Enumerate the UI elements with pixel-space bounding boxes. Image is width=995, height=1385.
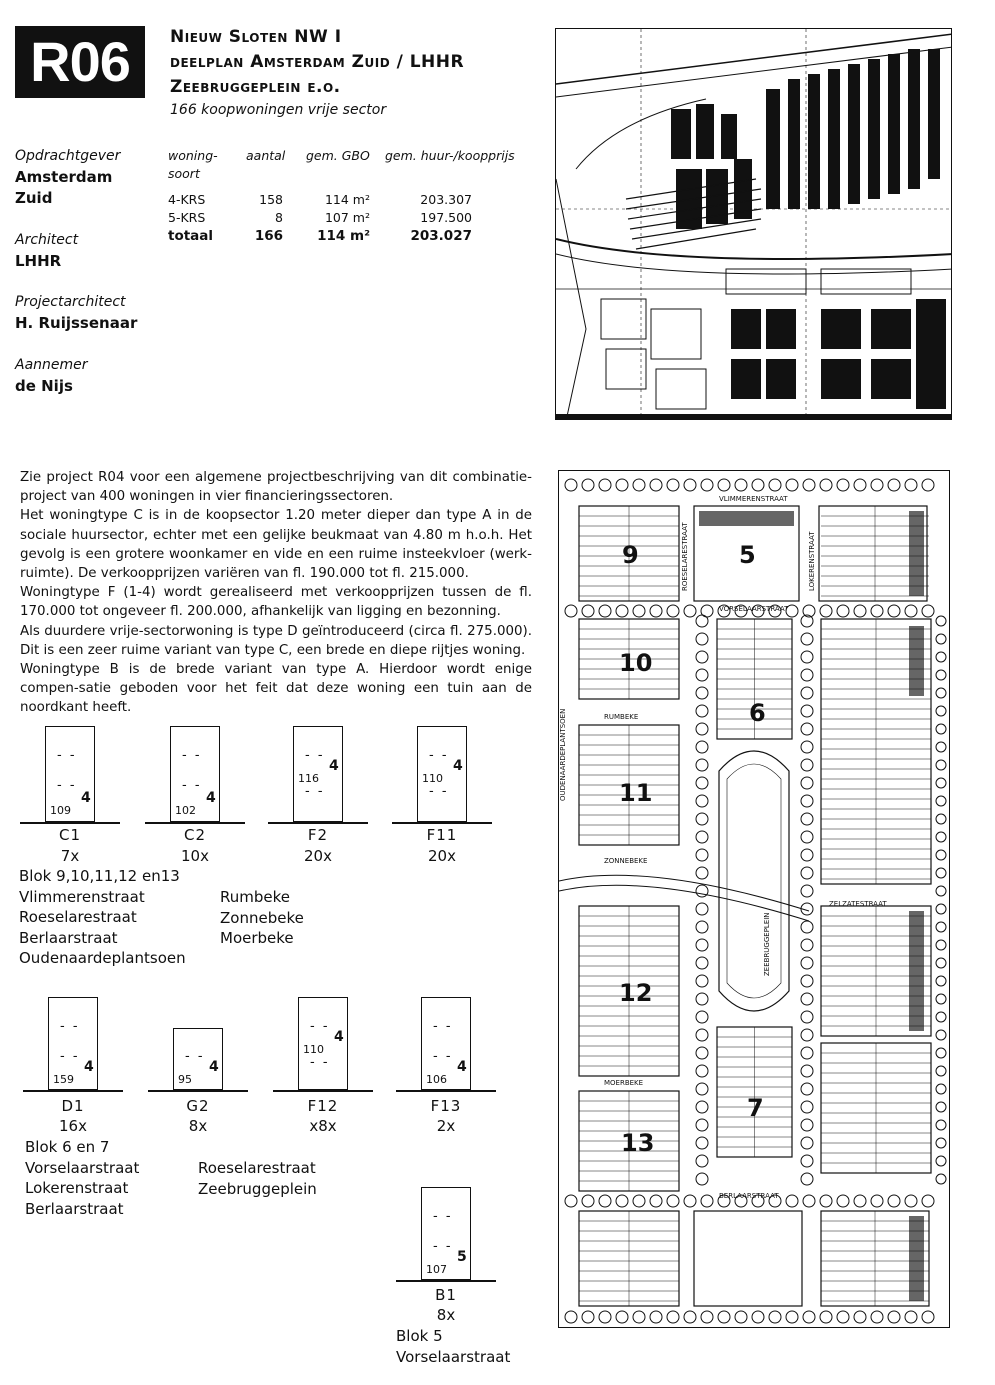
description-paragraph: Woningtype F (1-4) wordt gerealiseerd met verkoopprijzen tussen de fl. 170.000 tot ongeveer fl. 200.000, afhankelijk van ligging en bezonning. bbox=[20, 585, 532, 620]
table-cell-type: 4-KRS bbox=[168, 192, 206, 207]
credit-value-client-1: Amsterdam bbox=[15, 168, 113, 186]
table-cell-count-total: 166 bbox=[254, 228, 283, 244]
street-label: ZONNEBEKE bbox=[604, 857, 648, 865]
unit-name: F12 bbox=[307, 1097, 339, 1115]
unit-area: 102 bbox=[175, 804, 196, 817]
block-number: 11 bbox=[619, 779, 653, 807]
block-number: 7 bbox=[747, 1094, 764, 1122]
project-code: R06 bbox=[30, 30, 130, 93]
list-item: Vlimmerenstraat bbox=[19, 887, 145, 906]
unit-area: 110 bbox=[303, 1043, 324, 1056]
block-number: 13 bbox=[621, 1129, 655, 1157]
street-label: BERLAARSTRAAT bbox=[719, 1192, 779, 1200]
block-number: 12 bbox=[619, 979, 653, 1007]
credit-label-architect: Architect bbox=[15, 232, 79, 248]
block-list-1 bbox=[19, 866, 186, 969]
table-cell-price: 197.500 bbox=[420, 210, 472, 225]
unit-name: F2 bbox=[307, 826, 329, 844]
list-item: Blok 9,10,11,12 en13 bbox=[19, 867, 180, 885]
street-list-2 bbox=[198, 1158, 317, 1199]
list-item: Rumbeke bbox=[220, 888, 290, 906]
credit-value-architect: LHHR bbox=[15, 252, 62, 270]
street-label: VLIMMERENSTRAAT bbox=[719, 495, 788, 503]
unit-rooms: 4 bbox=[329, 758, 339, 774]
table-cell-count: 8 bbox=[275, 210, 283, 225]
unit-count: 7x bbox=[60, 847, 80, 865]
credit-value-client-2: Zuid bbox=[15, 189, 53, 207]
unit-diagram-f13: - - - - 4 106 F13 2x bbox=[396, 997, 496, 1137]
unit-rooms: 4 bbox=[81, 790, 91, 806]
street-label: OUDENAARDEPLANTSOEN bbox=[559, 708, 567, 801]
list-item: Roeselarestraat bbox=[19, 908, 137, 926]
street-label: MOERBEKE bbox=[604, 1079, 644, 1087]
unit-diagram-g2: - - 4 95 G2 8x bbox=[148, 997, 248, 1137]
street-label: VORSELAARSTRAAT bbox=[719, 605, 789, 613]
block-number: 5 bbox=[739, 541, 756, 569]
credit-value-project-architect: H. Ruijssenaar bbox=[15, 314, 138, 332]
list-item: Vorselaarstraat bbox=[25, 1158, 140, 1177]
description-paragraph: Het woningtype C is in de koopsector 1.20 meter dieper dan type A in de sociale huursector, echter met een gelijke beukmaat van 4.80 m h.o.h. Het gevolg is een grotere woonkamer en vide en een ruime insteekvloer (werk-ruimte). De verkoopprijzen variëren van fl. 190.000 tot fl. 215.000. bbox=[20, 508, 532, 582]
unit-rooms: 4 bbox=[209, 1059, 219, 1075]
block-list-3 bbox=[396, 1326, 510, 1367]
table-cell-count: 158 bbox=[259, 192, 283, 207]
unit-count: 20x bbox=[428, 847, 456, 865]
description-paragraph: Als duurdere vrije-sectorwoning is type D geïntroduceerd (circa fl. 275.000). Dit is een zeer ruime variant van type C, een brede en diepe rijtjes woning. bbox=[20, 623, 532, 658]
table-cell-price-total: 203.027 bbox=[410, 228, 472, 244]
list-item: Vorselaarstraat bbox=[396, 1347, 511, 1366]
list-item: Roeselarestraat bbox=[198, 1159, 316, 1177]
unit-area: 107 bbox=[426, 1263, 447, 1276]
list-item: Blok 6 en 7 bbox=[25, 1138, 110, 1156]
unit-diagram-f12: - - 4 110 - - F12 x8x bbox=[273, 997, 373, 1137]
street-label: LOKERENSTRAAT bbox=[808, 531, 816, 591]
table-cell-price: 203.307 bbox=[420, 192, 472, 207]
list-item: Lokerenstraat bbox=[25, 1179, 129, 1197]
unit-rooms: 4 bbox=[334, 1029, 344, 1045]
unit-rooms: 4 bbox=[84, 1059, 94, 1075]
street-list-1 bbox=[220, 887, 304, 949]
credit-label-client: Opdrachtgever bbox=[15, 148, 121, 164]
title-line-1: Nieuw Sloten NW I bbox=[170, 27, 342, 47]
list-item: Oudenaardeplantsoen bbox=[19, 949, 186, 967]
unit-count: x8x bbox=[309, 1117, 337, 1135]
unit-count: 8x bbox=[188, 1117, 208, 1135]
list-item: Berlaarstraat bbox=[25, 1199, 124, 1218]
street-label: ZEEBRUGGEPLEIN bbox=[763, 912, 771, 976]
table-header-type-2: soort bbox=[168, 166, 200, 181]
unit-count: 2x bbox=[436, 1117, 456, 1135]
unit-name: C2 bbox=[183, 826, 207, 844]
unit-name: D1 bbox=[61, 1097, 85, 1115]
street-label: RUMBEKE bbox=[604, 713, 639, 721]
unit-count: 8x bbox=[436, 1306, 456, 1324]
unit-name: F13 bbox=[430, 1097, 462, 1115]
unit-rooms: 4 bbox=[206, 790, 216, 806]
title-line-3: Zeebruggeplein e.o. bbox=[170, 77, 341, 97]
description-paragraph: Woningtype B is de brede variant van type A. Hierdoor wordt enige compen-satie geboden voor het feit dat deze woning een tuin aan de noordkant heeft. bbox=[20, 662, 532, 716]
unit-name: C1 bbox=[58, 826, 82, 844]
street-label: ZELZATESTRAAT bbox=[829, 900, 887, 908]
credit-value-contractor: de Nijs bbox=[15, 377, 73, 395]
block-number: 6 bbox=[749, 699, 766, 727]
unit-area: 109 bbox=[50, 804, 71, 817]
table-cell-type: 5-KRS bbox=[168, 210, 206, 225]
unit-diagram-c2: - - - - 4 102 C2 10x bbox=[145, 726, 245, 866]
unit-rooms: 5 bbox=[457, 1249, 467, 1265]
table-header-type: woning- bbox=[168, 148, 218, 163]
unit-diagram-f11: - - 4 110 - - F11 20x bbox=[392, 726, 492, 866]
table-header-count: aantal bbox=[246, 148, 286, 163]
block-list-2 bbox=[25, 1137, 139, 1219]
unit-count: 20x bbox=[304, 847, 332, 865]
credit-label-contractor: Aannemer bbox=[15, 357, 88, 373]
subtitle: 166 koopwoningen vrije sector bbox=[170, 102, 387, 118]
credit-label-project-architect: Projectarchitect bbox=[15, 294, 126, 310]
unit-diagram-d1: - - - - 4 159 D1 16x bbox=[23, 997, 123, 1137]
list-item: Zonnebeke bbox=[220, 908, 304, 927]
description-paragraph: Zie project R04 voor een algemene projectbeschrijving van dit combinatie-project van 400 woningen in vier financieringssectoren. bbox=[20, 470, 532, 505]
block-number: 9 bbox=[622, 541, 639, 569]
list-item: Blok 5 bbox=[396, 1327, 443, 1345]
unit-name: F11 bbox=[426, 826, 458, 844]
table-header-price: gem. huur-/koopprijs bbox=[385, 148, 515, 163]
unit-count: 10x bbox=[181, 847, 209, 865]
table-cell-gbo: 107 m² bbox=[324, 210, 370, 225]
unit-name: B1 bbox=[435, 1286, 457, 1304]
table-cell-gbo-total: 114 m² bbox=[317, 228, 370, 244]
unit-area: 159 bbox=[53, 1073, 74, 1086]
list-item: Moerbeke bbox=[220, 929, 294, 947]
location-map bbox=[555, 28, 952, 420]
table-header-gbo: gem. GBO bbox=[306, 148, 370, 163]
table-cell-gbo: 114 m² bbox=[324, 192, 370, 207]
project-code-badge bbox=[15, 26, 145, 98]
title-line-2: deelplan Amsterdam Zuid / LHHR bbox=[170, 52, 465, 72]
unit-rooms: 4 bbox=[457, 1059, 467, 1075]
unit-count: 16x bbox=[59, 1117, 87, 1135]
list-item: Zeebruggeplein bbox=[198, 1179, 317, 1198]
unit-area: 110 bbox=[422, 772, 443, 785]
project-description bbox=[20, 468, 532, 718]
unit-diagram-c1: - - - - 4 109 C1 7x bbox=[20, 726, 120, 866]
unit-name: G2 bbox=[186, 1097, 210, 1115]
street-label: ROESELARESTRAAT bbox=[681, 522, 689, 591]
table-cell-type-total: totaal bbox=[168, 228, 214, 244]
unit-diagram-f2: - - 4 116 - - F2 20x bbox=[268, 726, 368, 866]
unit-area: 95 bbox=[178, 1073, 192, 1086]
list-item: Berlaarstraat bbox=[19, 928, 118, 947]
unit-diagram-b1: - - - - 5 107 B1 8x bbox=[396, 1187, 496, 1327]
unit-area: 106 bbox=[426, 1073, 447, 1086]
site-plan bbox=[558, 470, 950, 1328]
unit-rooms: 4 bbox=[453, 758, 463, 774]
block-number: 10 bbox=[619, 649, 653, 677]
unit-area: 116 bbox=[298, 772, 319, 785]
